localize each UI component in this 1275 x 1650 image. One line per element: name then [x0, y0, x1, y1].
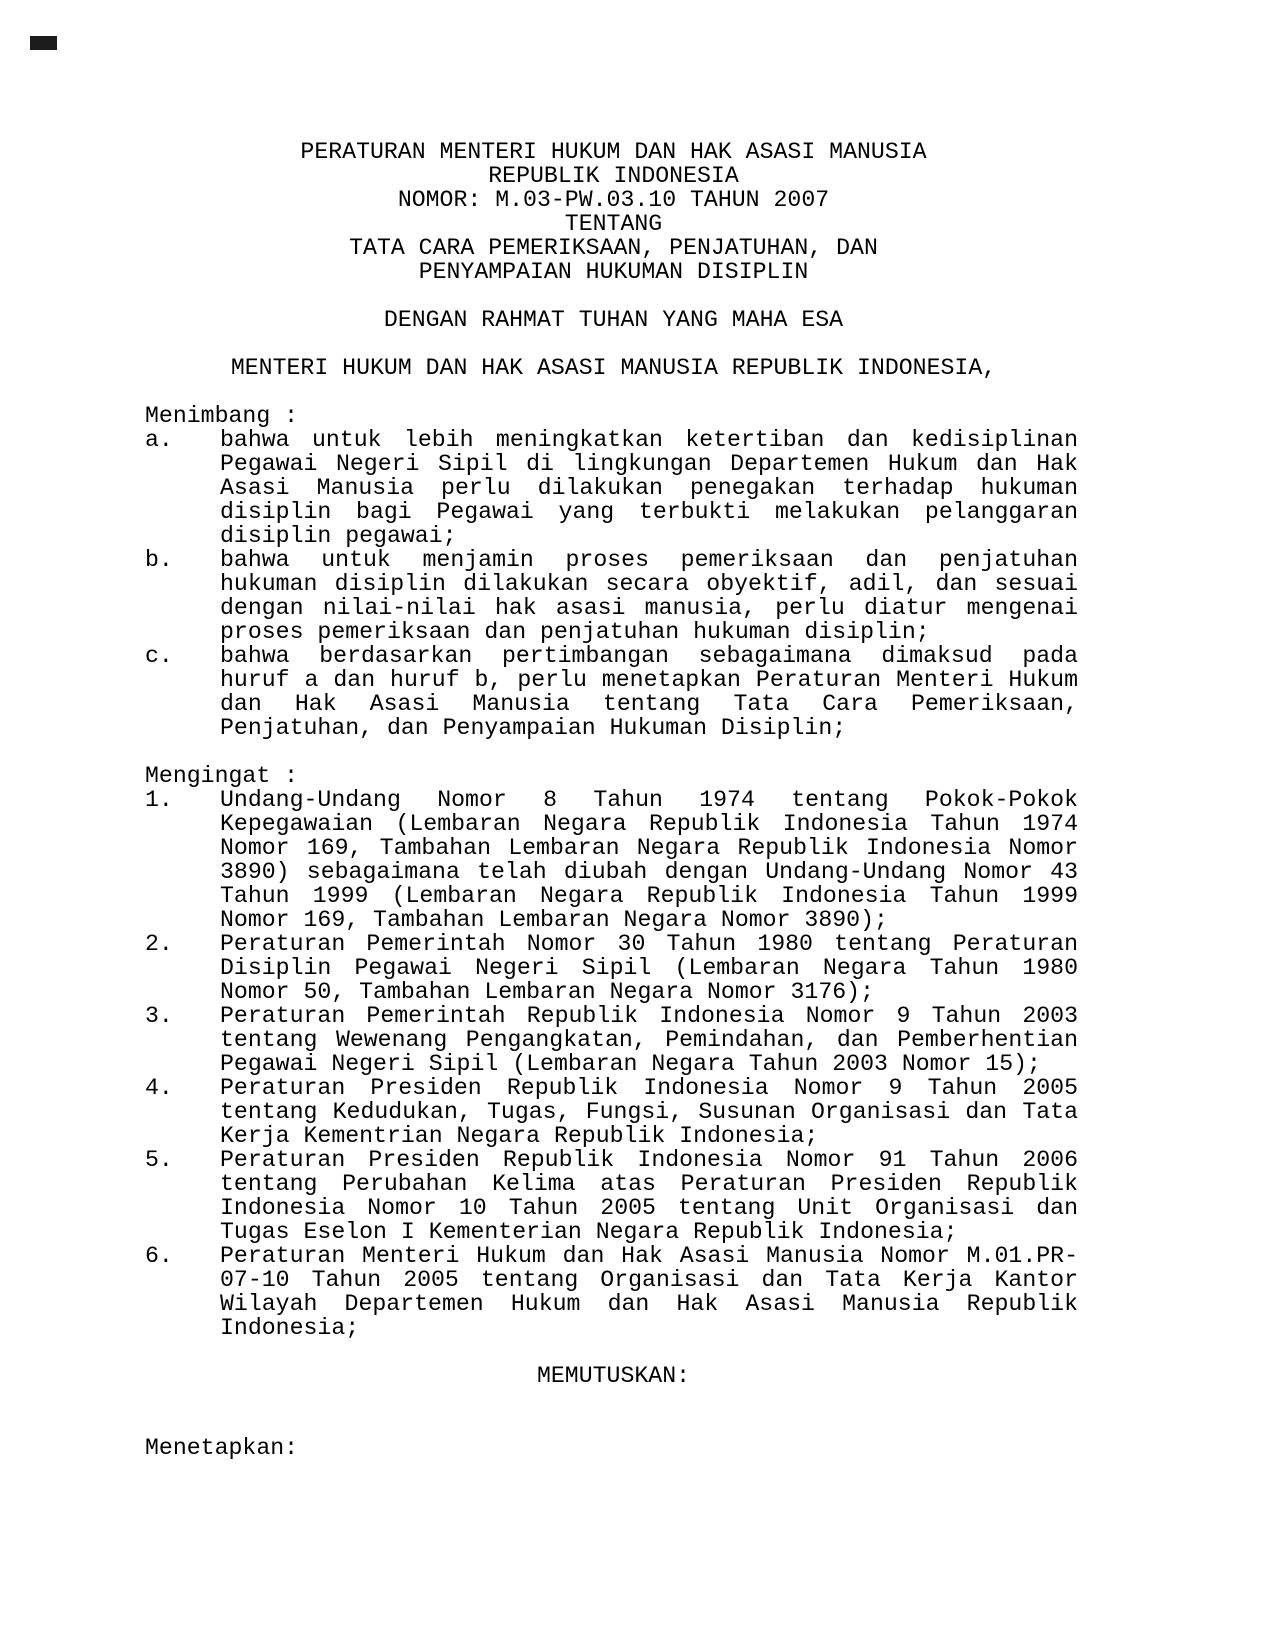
list-item [145, 1076, 1078, 1148]
mengingat-section [145, 764, 1082, 1340]
list-item [145, 548, 1078, 644]
menimbang-label: Menimbang : [145, 403, 299, 429]
item-marker: 5. [145, 1147, 173, 1173]
decision-line: MEMUTUSKAN: [536, 1363, 691, 1389]
item-text: Peraturan Presiden Republik Indonesia Nomor 91 Tahun 2006 tentang Perubahan Kelima atas Peraturan Presiden Republik Indonesia Nomor 10 Tahun 2005 tentang Unit Organisasi dan Tugas Eselon I Kementerian Negara Republik Indonesia; [220, 1147, 1078, 1245]
item-text: Peraturan Pemerintah Republik Indonesia Nomor 9 Tahun 2003 tentang Wewenang Pengangkatan, Pemindahan, dan Pemberhentian Pegawai Negeri Sipil (Lembaran Negara Tahun 2003 Nomor 15); [220, 1003, 1078, 1077]
issuer-line: MENTERI HUKUM DAN HAK ASASI MANUSIA REPUBLIK INDONESIA, [230, 355, 997, 381]
list-item [145, 644, 1078, 740]
title-line: NOMOR: M.03-PW.03.10 TAHUN 2007 [397, 187, 830, 213]
item-marker: 2. [145, 931, 173, 957]
item-text: Undang-Undang Nomor 8 Tahun 1974 tentang Pokok-Pokok Kepegawaian (Lembaran Negara Republik Indonesia Tahun 1974 Nomor 169, Tambahan Lembaran Negara Republik Indonesia Nomor 3890) sebagaimana telah diubah dengan Undang-Undang Nomor 43 Tahun 1999 (Lembaran Negara Republik Indonesia Tahun 1999 Nomor 169, Tambahan Lembaran Negara Nomor 3890); [220, 787, 1078, 933]
page-corner-mark [30, 36, 57, 50]
title-line: PENYAMPAIAN HUKUMAN DISIPLIN [418, 259, 809, 285]
title-line: TATA CARA PEMERIKSAAN, PENJATUHAN, DAN [349, 235, 878, 261]
item-text: bahwa berdasarkan pertimbangan sebagaimana dimaksud pada huruf a dan huruf b, perlu menetapkan Peraturan Menteri Hukum dan Hak Asasi Manusia tentang Tata Cara Pemeriksaan, Penjatuhan, dan Penyampaian Hukuman Disiplin; [220, 643, 1078, 741]
menetapkan-label: Menetapkan: [145, 1435, 299, 1461]
list-item [145, 1004, 1078, 1076]
item-marker: a. [145, 427, 173, 453]
item-marker: b. [145, 547, 173, 573]
item-text: bahwa untuk lebih meningkatkan ketertiban dan kedisiplinan Pegawai Negeri Sipil di lingkungan Departemen Hukum dan Hak Asasi Manusia perlu dilakukan penegakan terhadap hukuman disiplin bagi Pegawai yang terbukti melakukan pelanggaran disiplin pegawai; [220, 427, 1078, 549]
section-gap [145, 740, 1082, 764]
menimbang-list [145, 428, 1078, 740]
item-marker: 3. [145, 1003, 173, 1029]
list-item [145, 1148, 1078, 1244]
item-text: Peraturan Presiden Republik Indonesia Nomor 9 Tahun 2005 tentang Kedudukan, Tugas, Fungsi, Susunan Organisasi dan Tata Kerja Kementrian Negara Republik Indonesia; [220, 1075, 1078, 1149]
mengingat-list [145, 788, 1078, 1340]
title-line: PERATURAN MENTERI HUKUM DAN HAK ASASI MANUSIA [300, 139, 927, 165]
list-item [145, 932, 1078, 1004]
item-text: Peraturan Menteri Hukum dan Hak Asasi Manusia Nomor M.01.PR-07-10 Tahun 2005 tentang Organisasi dan Tata Kerja Kantor Wilayah Departemen Hukum dan Hak Asasi Manusia Republik Indonesia; [220, 1243, 1078, 1341]
list-item [145, 428, 1078, 548]
section-gap [145, 1388, 1082, 1436]
item-marker: 6. [145, 1243, 173, 1269]
title-line: TENTANG [564, 211, 663, 237]
document-page [145, 140, 1082, 1460]
section-gap [145, 1340, 1082, 1364]
item-text: Peraturan Pemerintah Nomor 30 Tahun 1980 tentang Peraturan Disiplin Pegawai Negeri Sipil (Lembaran Negara Tahun 1980 Nomor 50, Tambahan Lembaran Negara Nomor 3176); [220, 931, 1078, 1005]
list-item [145, 788, 1078, 932]
item-marker: c. [145, 643, 173, 669]
document-title-block [145, 140, 1082, 284]
title-line: REPUBLIK INDONESIA [488, 163, 739, 189]
invocation-line: DENGAN RAHMAT TUHAN YANG MAHA ESA [383, 307, 844, 333]
menimbang-section [145, 404, 1082, 740]
mengingat-label: Mengingat : [145, 763, 299, 789]
item-marker: 1. [145, 787, 173, 813]
list-item [145, 1244, 1078, 1340]
item-text: bahwa untuk menjamin proses pemeriksaan dan penjatuhan hukuman disiplin dilakukan secara obyektif, adil, dan sesuai dengan nilai-nilai hak asasi manusia, perlu diatur mengenai proses pemeriksaan dan penjatuhan hukuman disiplin; [220, 547, 1078, 645]
item-marker: 4. [145, 1075, 173, 1101]
